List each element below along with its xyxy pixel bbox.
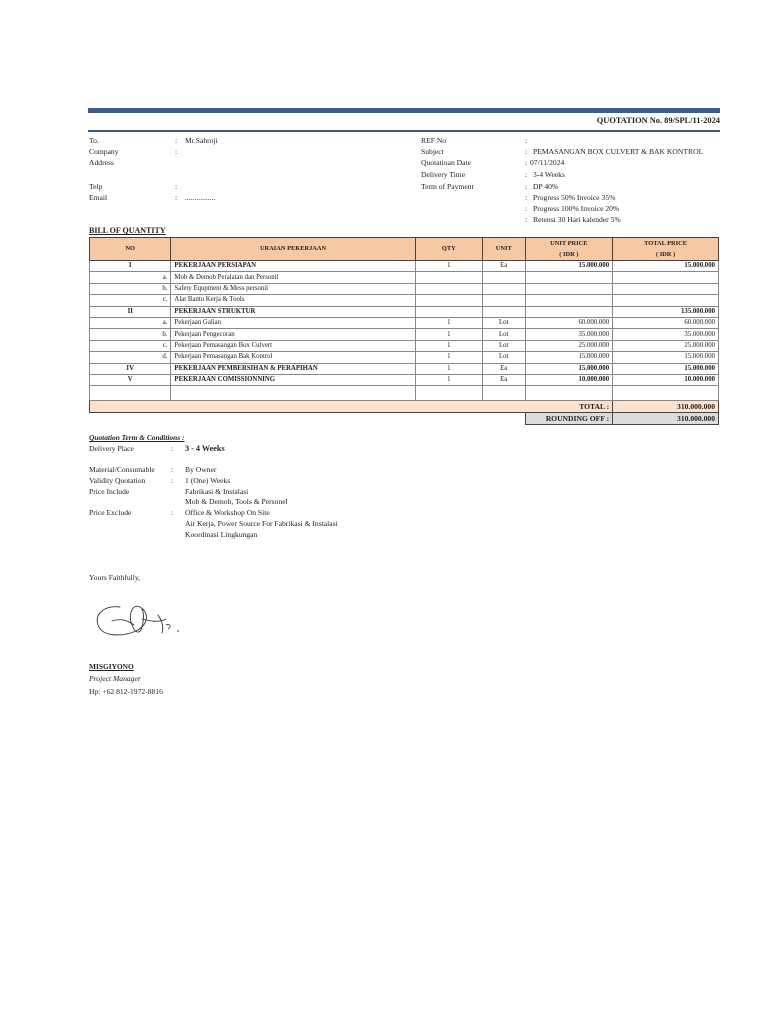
info-value: Retensi 30 Hari kalender 5% (533, 215, 621, 224)
terms-title: Quotation Term & Conditions : (89, 433, 185, 442)
row-unit (482, 283, 525, 294)
table-cell (613, 386, 719, 401)
row-desc: PEKERJAAN COMISSIONNING (171, 374, 415, 385)
table-cell (90, 386, 171, 401)
row-qty: 1 (415, 374, 482, 385)
row-number: a. (90, 317, 171, 328)
row-unit: Ea (482, 363, 525, 374)
header-divider (88, 130, 720, 132)
row-qty (415, 295, 482, 306)
row-total: 15.000.000 (613, 261, 719, 272)
info-sep: : (525, 147, 528, 156)
row-unit-price: 10.000.000 (525, 374, 613, 385)
row-number: a. (90, 272, 171, 283)
row-qty: 1 (415, 352, 482, 363)
col-desc: URAIAN PEKERJAAN (171, 238, 415, 261)
row-desc: Pekerjaan Pemasangan Bak Kontrol (171, 352, 415, 363)
col-unit-price: UNIT PRICE (525, 238, 613, 250)
info-value: DP 40% (533, 182, 559, 191)
terms-sep: : (171, 475, 174, 485)
boq-body (90, 261, 719, 386)
info-sep: : (525, 136, 528, 145)
info-sep: : (525, 170, 528, 179)
rounding-value: 310.000.000 (613, 413, 719, 425)
terms-value: By Owner (185, 465, 217, 474)
col-unit-price-currency: ( IDR ) (525, 249, 613, 261)
col-total-price: TOTAL PRICE (613, 238, 719, 250)
row-unit: Ea (482, 261, 525, 272)
terms-value: Koordinasi Lingkungan (185, 529, 258, 539)
info-label: Telp (89, 182, 103, 191)
table-row (90, 261, 719, 272)
row-unit-price (525, 295, 613, 306)
row-unit-price (525, 306, 613, 317)
terms-label: Price Exclude (89, 508, 132, 518)
row-qty (415, 272, 482, 283)
row-unit-price: 15.000.000 (525, 352, 613, 363)
table-row (90, 340, 719, 351)
row-total: 135.000.000 (613, 306, 719, 317)
row-unit (482, 272, 525, 283)
terms-value: Air Kerja, Power Source For Fabrikasi & Instalasi (185, 519, 338, 528)
row-total: 60.000.000 (613, 317, 719, 328)
info-sep: : (175, 182, 178, 191)
boq-spacer-row (90, 386, 719, 401)
row-qty: 1 (415, 340, 482, 351)
terms-label: Price Include (89, 486, 130, 496)
col-total-price-currency: ( IDR ) (613, 249, 719, 261)
total-row (90, 401, 719, 413)
row-unit: Lot (482, 340, 525, 351)
info-value: ................ (185, 193, 216, 202)
table-cell (90, 413, 526, 425)
header-top-bar (88, 108, 720, 113)
info-value: Progress 50% Invoice 35% (533, 193, 616, 202)
info-label: Quotatioan Date (421, 158, 471, 167)
info-value: 3-4 Weeks (533, 170, 565, 179)
quotation-title: QUOTATION No. 89/SPL/11-2024 (596, 116, 720, 125)
info-value: Mr.Sahroji (185, 136, 218, 145)
row-unit: Lot (482, 329, 525, 340)
info-value: 07/11/2024 (530, 158, 565, 167)
boq-title: BILL OF QUANTITY (89, 226, 166, 235)
row-qty: 1 (415, 363, 482, 374)
terms-value: 3 - 4 Weeks (185, 444, 225, 453)
signer-name: MISGIYONO (89, 662, 134, 671)
row-total: 25.000.000 (613, 340, 719, 351)
info-value: PEMASANGAN BOX CULVERT & BAK KONTROL (533, 147, 704, 156)
table-cell (482, 386, 525, 401)
info-label: Term of Payment (421, 182, 474, 191)
row-number: b. (90, 283, 171, 294)
row-desc: PEKERJAAN STRUKTUR (171, 306, 415, 317)
row-total: 15.000.000 (613, 363, 719, 374)
table-row (90, 306, 719, 317)
row-unit: Ea (482, 374, 525, 385)
table-row (90, 295, 719, 306)
row-qty (415, 283, 482, 294)
terms-label: Validity Quotation (89, 475, 146, 485)
row-desc: PEKERJAAN PERSIAPAN (171, 261, 415, 272)
boq-header-row (90, 238, 719, 250)
signer-role: Project Manager (89, 674, 141, 683)
table-cell (415, 386, 482, 401)
row-qty: 1 (415, 329, 482, 340)
table-row (90, 374, 719, 385)
row-number: c. (90, 340, 171, 351)
rounding-row (90, 413, 719, 425)
info-label: Delivery Time (421, 170, 466, 179)
terms-value: 1 (One) Weeks (185, 475, 231, 485)
row-number: V (90, 374, 171, 385)
row-total (613, 283, 719, 294)
terms-sep: : (171, 465, 174, 474)
terms-value: Mob & Demob, Tools & Personel (185, 497, 288, 507)
boq-table (89, 237, 719, 425)
row-unit-price: 15.000.000 (525, 363, 613, 374)
table-cell (525, 386, 613, 401)
row-number: II (90, 306, 171, 317)
info-sep: : (175, 136, 178, 145)
signature-image (92, 585, 188, 645)
info-sep: : (525, 215, 528, 224)
terms-value: Office & Workshop On Site (185, 508, 270, 518)
row-desc: Alat Bantu Kerja & Tools (171, 295, 415, 306)
closing-text: Yours Faithfully, (89, 573, 141, 582)
row-total: 35.000.000 (613, 329, 719, 340)
table-row (90, 352, 719, 363)
row-number: b. (90, 329, 171, 340)
info-sep: : (175, 147, 178, 156)
row-number: d. (90, 352, 171, 363)
row-desc: Pekerjaan Pengecoran (171, 329, 415, 340)
terms-sep: : (171, 444, 174, 453)
row-number: I (90, 261, 171, 272)
info-label: Address (89, 158, 114, 167)
row-qty (415, 306, 482, 317)
info-label: To. (89, 136, 99, 145)
row-desc: PEKERJAAN PEMBERSIHAN & PERAPIHAN (171, 363, 415, 374)
row-unit-price: 60.000.000 (525, 317, 613, 328)
row-desc: Pekerjaan Galian (171, 317, 415, 328)
table-row (90, 363, 719, 374)
info-sep: : (525, 193, 528, 202)
row-unit (482, 306, 525, 317)
info-sep: : (525, 158, 528, 167)
row-unit-price (525, 272, 613, 283)
rounding-label: ROUNDING OFF : (525, 413, 613, 425)
row-total (613, 295, 719, 306)
total-value: 310.000.000 (613, 401, 719, 413)
row-unit-price: 15.000.000 (525, 261, 613, 272)
table-row (90, 317, 719, 328)
row-total: 10.000.000 (613, 374, 719, 385)
table-row (90, 329, 719, 340)
terms-label: Delivery Place (89, 444, 134, 453)
col-unit: UNIT (482, 238, 525, 261)
table-row (90, 283, 719, 294)
row-number: IV (90, 363, 171, 374)
signer-phone: Hp: +62 812-1972-8816 (89, 687, 163, 696)
row-total: 15.000.000 (613, 352, 719, 363)
info-label: Company (89, 147, 119, 156)
info-sep: : (525, 182, 528, 191)
row-unit-price: 25.000.000 (525, 340, 613, 351)
row-unit: Lot (482, 317, 525, 328)
table-row (90, 272, 719, 283)
row-desc: Mob & Demob Peralatan dan Personil (171, 272, 415, 283)
info-sep: : (525, 204, 528, 213)
info-label: Email (89, 193, 108, 202)
row-total (613, 272, 719, 283)
row-unit-price: 35.000.000 (525, 329, 613, 340)
terms-sep: : (171, 508, 174, 518)
col-no: NO (90, 238, 171, 261)
row-unit: Lot (482, 352, 525, 363)
row-desc: Safety Equpment & Mess personil (171, 283, 415, 294)
row-desc: Pekerjaan Pemasangan Box Culvert (171, 340, 415, 351)
total-label: TOTAL : (90, 401, 613, 413)
col-qty: QTY (415, 238, 482, 261)
info-label: REF No (421, 136, 447, 145)
row-number: c. (90, 295, 171, 306)
info-sep: : (175, 193, 178, 202)
row-qty: 1 (415, 261, 482, 272)
terms-value: Fabrikasi & Instalasi (185, 486, 249, 496)
row-unit-price (525, 283, 613, 294)
row-unit (482, 295, 525, 306)
row-qty: 1 (415, 317, 482, 328)
info-label: Subject (421, 147, 444, 156)
info-value: Progress 100% Invoice 20% (533, 204, 620, 213)
terms-label: Material/Consumable (89, 465, 155, 474)
table-cell (171, 386, 415, 401)
